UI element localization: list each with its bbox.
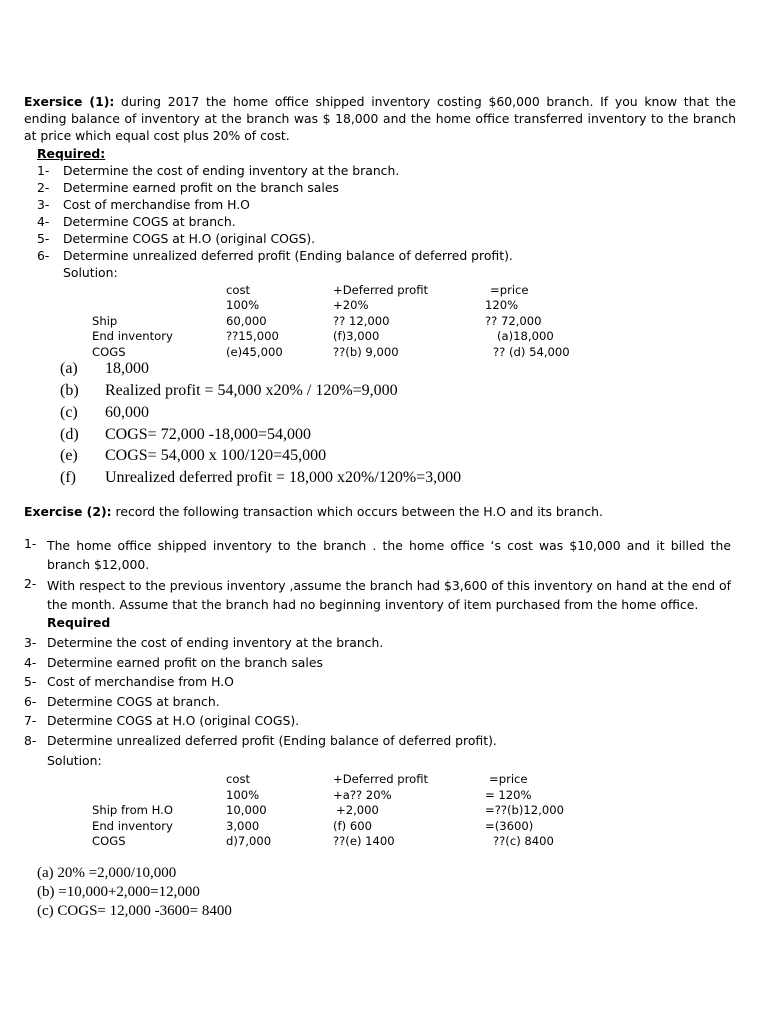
table-cell: (a)18,000 bbox=[497, 329, 554, 343]
table-cell: ?? 72,000 bbox=[485, 314, 542, 328]
list-item-number: 3- bbox=[24, 635, 37, 650]
table-row-label: End inventory bbox=[92, 819, 173, 833]
table-cell: ??(c) 8400 bbox=[493, 834, 554, 848]
ex1-intro-paragraph bbox=[24, 93, 736, 144]
list-item: Determine earned profit on the branch sales bbox=[63, 180, 339, 195]
table-header-cell: +Deferred profit bbox=[333, 283, 429, 297]
table-cell: +20% bbox=[333, 298, 369, 312]
ex2-heading: Exercise (2): bbox=[24, 504, 112, 519]
table-cell: 10,000 bbox=[226, 803, 267, 817]
list-item-number: 5- bbox=[24, 674, 37, 689]
answer-text: (a) 20% =2,000/10,000 bbox=[37, 865, 177, 881]
table-cell: =(3600) bbox=[485, 819, 534, 833]
table-cell: 100% bbox=[226, 788, 260, 802]
list-item-number: 8- bbox=[24, 733, 37, 748]
ex1-solution-label: Solution: bbox=[63, 265, 118, 280]
answer-text: 60,000 bbox=[105, 404, 149, 421]
table-row-label: COGS bbox=[92, 834, 126, 848]
table-cell: d)7,000 bbox=[226, 834, 272, 848]
table-cell: (f) 600 bbox=[333, 819, 372, 833]
table-header-cell: +Deferred profit bbox=[333, 772, 429, 786]
table-cell: ??15,000 bbox=[226, 329, 279, 343]
table-row-label: COGS bbox=[92, 345, 126, 359]
answer-label: (a) bbox=[60, 360, 78, 377]
table-cell: +2,000 bbox=[336, 803, 379, 817]
table-row-label: Ship from H.O bbox=[92, 803, 173, 817]
table-header-cell: =price bbox=[489, 772, 528, 786]
list-item: Determine COGS at branch. bbox=[47, 694, 220, 709]
list-item: The home office shipped inventory to the branch . the home office ‘s cost was $10,000 and it billed the branch $12,000. bbox=[47, 538, 731, 572]
list-item-number: 2- bbox=[24, 576, 37, 591]
answer-label: (c) bbox=[60, 404, 78, 421]
ex2-solution-label: Solution: bbox=[47, 753, 102, 768]
table-cell: 60,000 bbox=[226, 314, 267, 328]
ex2-intro-paragraph bbox=[24, 504, 603, 519]
answer-label: (d) bbox=[60, 426, 79, 443]
ex1-intro-text: during 2017 the home office shipped inventory costing $60,000 branch. If you know that the ending balance of inventory at the branch was $ 18,000 and the home office transferred inventory to the branch at price which equal cost plus 20% of cost. bbox=[24, 94, 736, 143]
list-item-number: 4- bbox=[24, 655, 37, 670]
answer-label: (b) bbox=[60, 382, 79, 399]
list-item: Determine the cost of ending inventory at the branch. bbox=[47, 635, 384, 650]
ex1-required-label: Required: bbox=[37, 146, 106, 161]
table-row-label: Ship bbox=[92, 314, 118, 328]
list-item-number: 6- bbox=[37, 248, 50, 263]
list-item: Cost of merchandise from H.O bbox=[63, 197, 250, 212]
list-item-number: 2- bbox=[37, 180, 50, 195]
table-header-cell: cost bbox=[226, 283, 251, 297]
ex1-heading: Exersice (1): bbox=[24, 94, 115, 109]
list-item-number: 4- bbox=[37, 214, 50, 229]
list-item-number: 1- bbox=[24, 536, 37, 551]
answer-label: (e) bbox=[60, 447, 78, 464]
answer-text: COGS= 72,000 -18,000=54,000 bbox=[105, 426, 312, 443]
table-header-cell: cost bbox=[226, 772, 251, 786]
table-cell: = 120% bbox=[485, 788, 532, 802]
table-cell: 120% bbox=[485, 298, 519, 312]
table-header-cell: =price bbox=[490, 283, 529, 297]
table-cell: ?? (d) 54,000 bbox=[493, 345, 570, 359]
table-cell: +a?? 20% bbox=[333, 788, 392, 802]
list-item: Determine unrealized deferred profit (Ending balance of deferred profit). bbox=[47, 733, 497, 748]
answer-label: (f) bbox=[60, 469, 76, 486]
ex2-required-label: Required bbox=[47, 615, 111, 630]
list-item: Determine unrealized deferred profit (Ending balance of deferred profit). bbox=[63, 248, 513, 263]
list-item: Determine COGS at H.O (original COGS). bbox=[63, 231, 316, 246]
answer-text: Unrealized deferred profit = 18,000 x20%/120%=3,000 bbox=[105, 469, 462, 486]
list-item: Determine the cost of ending inventory at the branch. bbox=[63, 163, 400, 178]
list-item: With respect to the previous inventory ,assume the branch had $3,600 of this inventory on hand at the end of the month. Assume that the branch had no beginning inventory of item purchased from the home office. bbox=[47, 578, 731, 612]
table-cell: ?? 12,000 bbox=[333, 314, 390, 328]
answer-text: (c) COGS= 12,000 -3600= 8400 bbox=[37, 903, 232, 919]
list-item-number: 7- bbox=[24, 713, 37, 728]
table-cell: (f)3,000 bbox=[333, 329, 380, 343]
table-cell: (e)45,000 bbox=[226, 345, 283, 359]
list-item-number: 6- bbox=[24, 694, 37, 709]
table-row-label: End inventory bbox=[92, 329, 173, 343]
list-item: Determine COGS at H.O (original COGS). bbox=[47, 713, 300, 728]
list-item-number: 5- bbox=[37, 231, 50, 246]
ex2-intro-text: record the following transaction which occurs between the H.O and its branch. bbox=[115, 504, 603, 519]
table-cell: 3,000 bbox=[226, 819, 260, 833]
answer-text: 18,000 bbox=[105, 360, 149, 377]
table-cell: ??(e) 1400 bbox=[333, 834, 395, 848]
list-item: Cost of merchandise from H.O bbox=[47, 674, 234, 689]
answer-text: Realized profit = 54,000 x20% / 120%=9,000 bbox=[105, 382, 398, 399]
table-cell: 100% bbox=[226, 298, 260, 312]
list-item-number: 3- bbox=[37, 197, 50, 212]
answer-text: COGS= 54,000 x 100/120=45,000 bbox=[105, 447, 327, 464]
list-item-number: 1- bbox=[37, 163, 50, 178]
list-item: Determine earned profit on the branch sales bbox=[47, 655, 323, 670]
answer-text: (b) =10,000+2,000=12,000 bbox=[37, 884, 200, 900]
table-cell: =??(b)12,000 bbox=[485, 803, 564, 817]
table-cell: ??(b) 9,000 bbox=[333, 345, 399, 359]
list-item: Determine COGS at branch. bbox=[63, 214, 236, 229]
